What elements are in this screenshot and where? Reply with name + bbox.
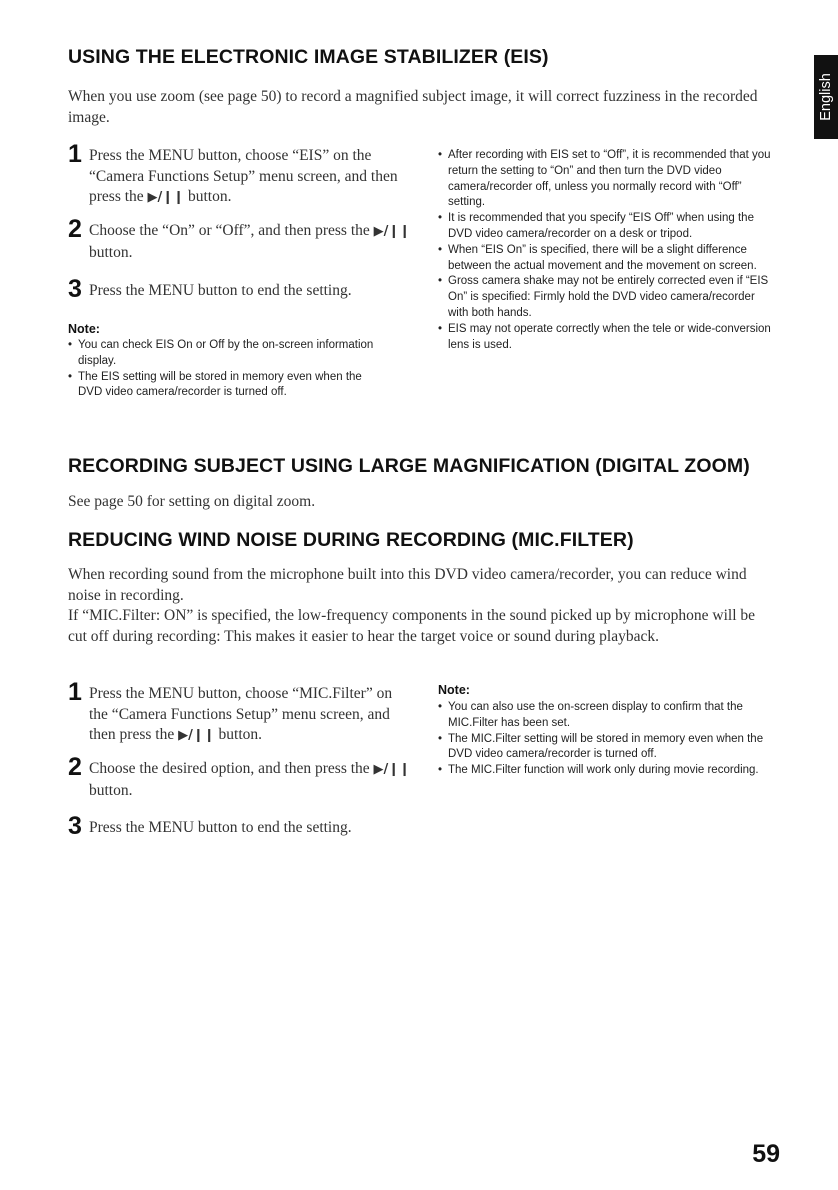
list-item: • After recording with EIS set to “Off”, it is recommended that you return the setting to “On” and then turn the DVD video camera/recorder off, unless you normally record with “Off” setting. [438,148,776,211]
mic-note-list [438,700,783,779]
page-number: 59 [752,1140,780,1168]
list-item: • EIS may not operate correctly when the tele or wide-conversion lens is used. [438,322,776,354]
step-number: 2 [68,215,82,243]
step-number: 2 [68,753,82,781]
mic-filter-intro-1: When recording sound from the microphone built into this DVD video camera/recorder, you can reduce wind noise in recording. [68,566,747,604]
mic-filter-intro-2: If “MIC.Filter: ON” is specified, the low-frequency components in the sound picked up by microphone will be cut off during recording: This makes it easier to hear the target voice or sound during playback. [68,607,756,645]
list-item: • Gross camera shake may not be entirely corrected even if “EIS On” is specified: Firmly hold the DVD video camera/recorder with both hands. [438,274,776,321]
play-pause-symbol: ▶/❙❙ [373,224,411,239]
language-tab-label: English [818,73,834,121]
play-pause-symbol: ▶/❙❙ [178,728,215,743]
mic-filter-heading: REDUCING WIND NOISE DURING RECORDING (MIC.FILTER) [68,529,634,551]
step-number: 3 [68,812,82,840]
mic-step-3: 3 Press the MENU button to end the setting. [68,812,352,840]
step-number: 1 [68,140,82,168]
eis-step-2: 2 Choose the “On” or “Off”, and then press the ▶/❙❙ button. [68,215,411,261]
digital-zoom-text: See page 50 for setting on digital zoom. [68,493,316,510]
mic-step-2: 2 Choose the desired option, and then press the ▶/❙❙ button. [68,753,411,799]
mic-step-1: 1 Press the MENU button, choose “MIC.Filter” on the “Camera Functions Setup” menu screen, and then press the ▶/❙❙ button. [68,678,393,743]
eis-note-list [68,338,388,401]
list-item: • It is recommended that you specify “EIS Off” when using the DVD video camera/recorder on a desk or tripod. [438,211,776,243]
eis-step-1: 1 Press the MENU button, choose “EIS” on the “Camera Functions Setup” menu screen, and then press the ▶/❙❙ button. [68,140,398,205]
list-item: • The MIC.Filter function will work only during movie recording. [438,763,783,779]
list-item: • When “EIS On” is specified, there will be a slight difference between the actual movement and the movement on screen. [438,243,776,275]
mic-note-title: Note: [438,683,470,697]
list-item: • The EIS setting will be stored in memory even when the DVD video camera/recorder is turned off. [68,370,388,402]
eis-side-notes [438,148,776,353]
list-item: • You can check EIS On or Off by the on-screen information display. [68,338,388,370]
play-pause-symbol: ▶/❙❙ [373,762,411,777]
eis-heading: USING THE ELECTRONIC IMAGE STABILIZER (EIS) [68,46,549,68]
step-number: 3 [68,275,82,303]
eis-step-3: 3 Press the MENU button to end the setting. [68,275,352,303]
digital-zoom-heading: RECORDING SUBJECT USING LARGE MAGNIFICATION (DIGITAL ZOOM) [68,455,750,477]
eis-intro: When you use zoom (see page 50) to record a magnified subject image, it will correct fuzziness in the recorded image. [68,88,758,126]
play-pause-symbol: ▶/❙❙ [147,190,185,205]
eis-note-title: Note: [68,322,100,336]
step-number: 1 [68,678,82,706]
list-item: • You can also use the on-screen display to confirm that the MIC.Filter has been set. [438,700,783,732]
list-item: • The MIC.Filter setting will be stored in memory even when the DVD video camera/recorder is turned off. [438,732,783,764]
language-tab [814,55,838,139]
